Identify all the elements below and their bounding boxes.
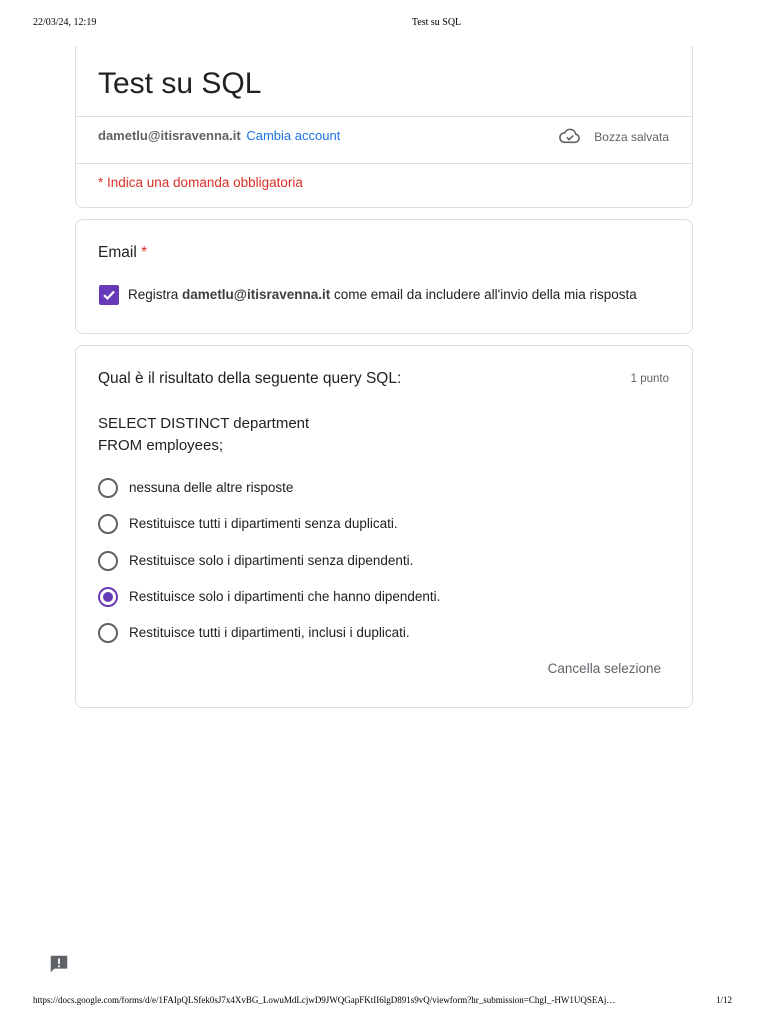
feedback-icon (48, 953, 70, 975)
checkbox-suffix: come email da includere all'invio della mia risposta (334, 287, 637, 302)
draft-status-label: Bozza salvata (594, 130, 669, 144)
query-line: FROM employees; (98, 437, 224, 454)
query-line: SELECT DISTINCT department (98, 415, 310, 432)
question-query (98, 413, 309, 457)
email-label-text: Email (98, 244, 137, 261)
option-label: Restituisce tutti i dipartimenti senza duplicati. (129, 516, 398, 531)
question-points: 1 punto (630, 373, 669, 385)
divider (76, 163, 692, 164)
record-email-label (128, 287, 637, 303)
sql-question-card (75, 345, 693, 708)
radio-button[interactable] (98, 478, 118, 498)
account-email: dametlu@itisravenna.it (98, 128, 241, 143)
option-label: Restituisce solo i dipartimenti che hanno dipendenti. (129, 589, 441, 604)
print-url: https://docs.google.com/forms/d/e/1FAIpQLSfek0sJ7x4XvBG_LowuMdLcjwD9JWQGapFKtII6lgD891s9vQ/viewform?hr_submission=ChgI_-HW1UQSEAj… (33, 995, 616, 1005)
required-note: * Indica una domanda obbligatoria (98, 175, 303, 190)
email-question-card (75, 219, 693, 334)
checkbox-email: dametlu@itisravenna.it (182, 287, 331, 302)
draft-status (594, 128, 669, 146)
checkbox-prefix: Registra (128, 287, 179, 302)
form-title: Test su SQL (98, 67, 262, 100)
change-account-link[interactable]: Cambia account (246, 128, 341, 143)
option-label: nessuna delle altre risposte (129, 480, 294, 495)
radio-button-selected[interactable] (98, 587, 118, 607)
print-header (0, 17, 768, 31)
radio-button[interactable] (98, 551, 118, 571)
form-header-card (75, 46, 693, 208)
check-icon (101, 287, 117, 303)
clear-selection-button[interactable]: Cancella selezione (547, 661, 661, 676)
radio-button[interactable] (98, 623, 118, 643)
option-label: Restituisce solo i dipartimenti senza dipendenti. (129, 553, 414, 568)
account-row (98, 128, 340, 144)
radio-button[interactable] (98, 514, 118, 534)
print-title: Test su SQL (411, 17, 462, 28)
print-page-number: 1/12 (716, 995, 733, 1005)
divider (76, 116, 692, 117)
print-datetime: 22/03/24, 12:19 (33, 17, 97, 28)
required-star: * (141, 244, 148, 261)
feedback-button[interactable] (48, 953, 70, 975)
option-label: Restituisce tutti i dipartimenti, inclusi i duplicati. (129, 625, 410, 640)
email-question-label (98, 244, 147, 262)
question-title: Qual è il risultato della seguente query SQL: (98, 370, 402, 387)
record-email-checkbox[interactable] (99, 285, 119, 305)
cloud-done-icon (559, 127, 581, 145)
